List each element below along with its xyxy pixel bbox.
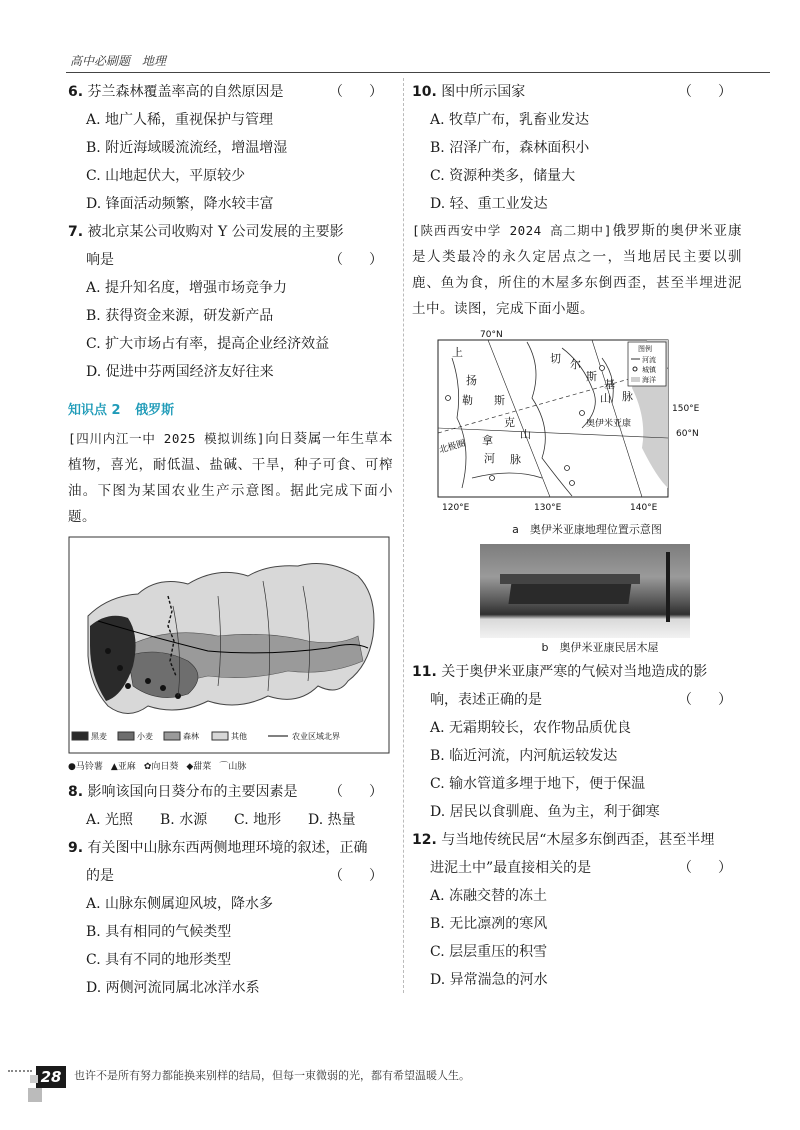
option-b: B. 获得资金来源，研发新产品 [86,308,274,324]
option-b: B. 具有相同的气候类型 [86,924,232,940]
legend-other: 其他 [231,732,247,741]
svg-text:尔: 尔 [570,358,581,371]
book-title: 高中必刷题 [70,54,131,68]
svg-text:脉: 脉 [622,390,633,403]
question-text: 与当地传统民居“木屋多东倒西歪，甚至半埋 [441,832,715,848]
question-text-cont: 响是 [86,252,114,268]
svg-text:拿: 拿 [482,434,493,447]
svg-text:基: 基 [604,378,615,391]
label-oymyakon: 奥伊米亚康 [586,419,632,429]
passage-text: 俄罗斯的奥伊米亚康是人类最冷的永久定居点之一，当地居民主要以驯鹿、鱼为食，所住的木屋多东倒西歪，甚至半埋进泥土中。读图，完成下面小题。 [412,223,743,317]
svg-text:海洋: 海洋 [642,376,656,384]
passage-source: [四川内江一中 2025 模拟训练] [68,431,266,446]
legend-sunflower: ✿ 向日葵 [143,762,179,772]
legend-potato: ● 马铃薯 [68,762,103,772]
label-arctic-circle: 北极圈 [438,438,467,456]
svg-text:切: 切 [550,352,561,365]
subject-title: 地理 [141,54,166,68]
legend-beet: ◆ 甜菜 [186,762,212,772]
house-photo [480,544,690,638]
option-d: D. 两侧河流同属北冰洋水系 [86,980,260,996]
question-11 [412,658,742,686]
lon-120e: 120°E [442,503,470,513]
question-text-cont: 响，表述正确的是 [430,692,542,708]
question-12 [412,826,742,854]
question-number: 9. [68,840,84,856]
svg-text:图例: 图例 [638,345,652,353]
section-title: 俄罗斯 [135,403,175,418]
passage-source: [陕西西安中学 2024 高二期中] [412,223,612,238]
answer-bracket: （ ） [678,84,738,100]
lon-130e: 130°E [534,503,562,513]
svg-text:扬: 扬 [466,374,477,387]
footer-motto: 也许不是所有努力都能换来别样的结局，但每一束微弱的光，都有希望温暖人生。 [74,1069,470,1082]
option-b: B. 沼泽广布，森林面积小 [430,140,590,156]
answer-bracket: （ ） [678,860,738,876]
svg-text:河流: 河流 [642,356,656,364]
option-c: C. 输水管道多埋于地下，便于保温 [430,776,646,792]
section-label: 知识点 2 [68,403,121,418]
option-b: B. 临近河流，内河航运较发达 [430,748,618,764]
option-a: A. 地广人稀，重视保护与管理 [86,112,274,128]
question-8 [68,778,393,806]
option-a: A. 无霜期较长，农作物品质优良 [430,720,632,736]
option-c: C. 资源种类多，储量大 [430,168,576,184]
lat-60n: 60°N [676,429,699,439]
question-text: 芬兰森林覆盖率高的自然原因是 [87,84,284,100]
legend-forest: 森林 [183,732,199,741]
question-6 [68,78,393,106]
svg-text:山: 山 [520,428,531,441]
svg-text:河: 河 [484,452,495,465]
question-7 [68,218,393,246]
answer-bracket: （ ） [678,692,738,708]
answer-bracket: （ ） [329,784,389,800]
svg-text:脉: 脉 [510,453,521,466]
legend-wheat: 小麦 [137,732,153,741]
option-a: A. 冻融交替的冻土 [430,888,548,904]
question-number: 6. [68,84,84,100]
map-caption: a 奥伊米亚康地理位置示意图 [512,523,662,536]
answer-bracket: （ ） [329,252,389,268]
lon-140e: 140°E [630,503,658,513]
oymyakon-location-map [432,328,742,540]
option-d: D. 促进中芬两国经济友好往来 [86,364,274,380]
question-text: 图中所示国家 [441,84,526,100]
option-d: D. 异常湍急的河水 [430,972,548,988]
option-c: C. 地形 [234,812,282,828]
question-text: 被北京某公司收购对 Y 公司发展的主要影 [87,224,344,240]
footer-decoration [28,1088,42,1102]
question-number: 7. [68,224,84,240]
russia-agriculture-map [68,536,393,774]
option-c: C. 具有不同的地形类型 [86,952,232,968]
photo-caption: b 奥伊米亚康民居木屋 [541,641,659,654]
question-9 [68,834,393,862]
section-heading [68,396,393,426]
options-row [68,806,393,834]
map-crop-legend [68,760,393,774]
option-b: B. 无比凛冽的寒风 [430,916,548,932]
option-d: D. 居民以食驯鹿、鱼为主，利于御寒 [430,804,660,820]
option-d: D. 锋面活动频繁，降水较丰富 [86,196,274,212]
svg-text:斯: 斯 [494,394,505,407]
answer-bracket: （ ） [329,84,389,100]
question-number: 12. [412,832,437,848]
passage-sunflower [68,426,393,530]
question-10 [412,78,742,106]
column-divider [403,78,404,993]
svg-text:克: 克 [504,416,515,429]
footer-dots [8,1070,32,1072]
russia-map-svg [68,536,390,754]
legend-flax: ▲ 亚麻 [110,762,136,772]
option-d: D. 轻、重工业发达 [430,196,548,212]
page-number: 28 [36,1066,66,1088]
option-a: A. 山脉东侧属迎风坡，降水多 [86,896,274,912]
oymyakon-map-svg [432,328,712,516]
option-a: A. 提升知名度，增强市场竞争力 [86,280,288,296]
svg-text:斯: 斯 [586,370,597,383]
passage-oymyakon [412,218,742,322]
legend-agri-boundary: 农业区域北界 [292,732,340,741]
footer-decoration [30,1075,38,1083]
legend-mountain: ⌒ 山脉 [219,762,247,772]
oymyakon-map-legend [628,342,666,386]
option-c: C. 山地起伏大，平原较少 [86,168,246,184]
option-a: A. 牧草广布，乳畜业发达 [430,112,590,128]
question-12-cont [412,854,742,882]
option-a: A. 光照 [86,812,134,828]
question-number: 8. [68,784,84,800]
option-b: B. 水源 [160,812,208,828]
question-number: 10. [412,84,437,100]
question-text-cont: 进泥土中”最直接相关的是 [430,860,592,876]
running-header [70,52,166,69]
legend-rye: 黑麦 [91,732,107,741]
svg-text:上: 上 [452,346,463,359]
question-text: 关于奥伊米亚康严寒的气候对当地造成的影 [441,664,708,680]
option-d: D. 热量 [308,812,356,828]
svg-text:山: 山 [600,392,611,405]
option-b: B. 附近海域暖流流经，增温增湿 [86,140,288,156]
question-text-cont: 的是 [86,868,114,884]
right-column [412,78,742,994]
option-c: C. 层层重压的积雪 [430,944,548,960]
option-c: C. 扩大市场占有率，提高企业经济效益 [86,336,330,352]
question-11-cont [412,686,742,714]
question-text: 有关图中山脉东西两侧地理环境的叙述，正确 [87,840,368,856]
header-rule [66,72,770,73]
svg-text:城镇: 城镇 [642,366,656,374]
svg-text:勒: 勒 [462,394,473,407]
left-column [68,78,393,1002]
lat-70n: 70°N [480,330,503,340]
passage-text: 向日葵属一年生草本植物，喜光，耐低温、盐碱、干旱，种子可食、可榨油。下图为某国农业生产示意图。据此完成下面小题。 [68,431,393,525]
question-7-cont [68,246,393,274]
answer-bracket: （ ） [329,868,389,884]
question-9-cont [68,862,393,890]
lon-150e: 150°E [672,404,700,414]
question-text: 影响该国向日葵分布的主要因素是 [87,784,298,800]
question-number: 11. [412,664,437,680]
